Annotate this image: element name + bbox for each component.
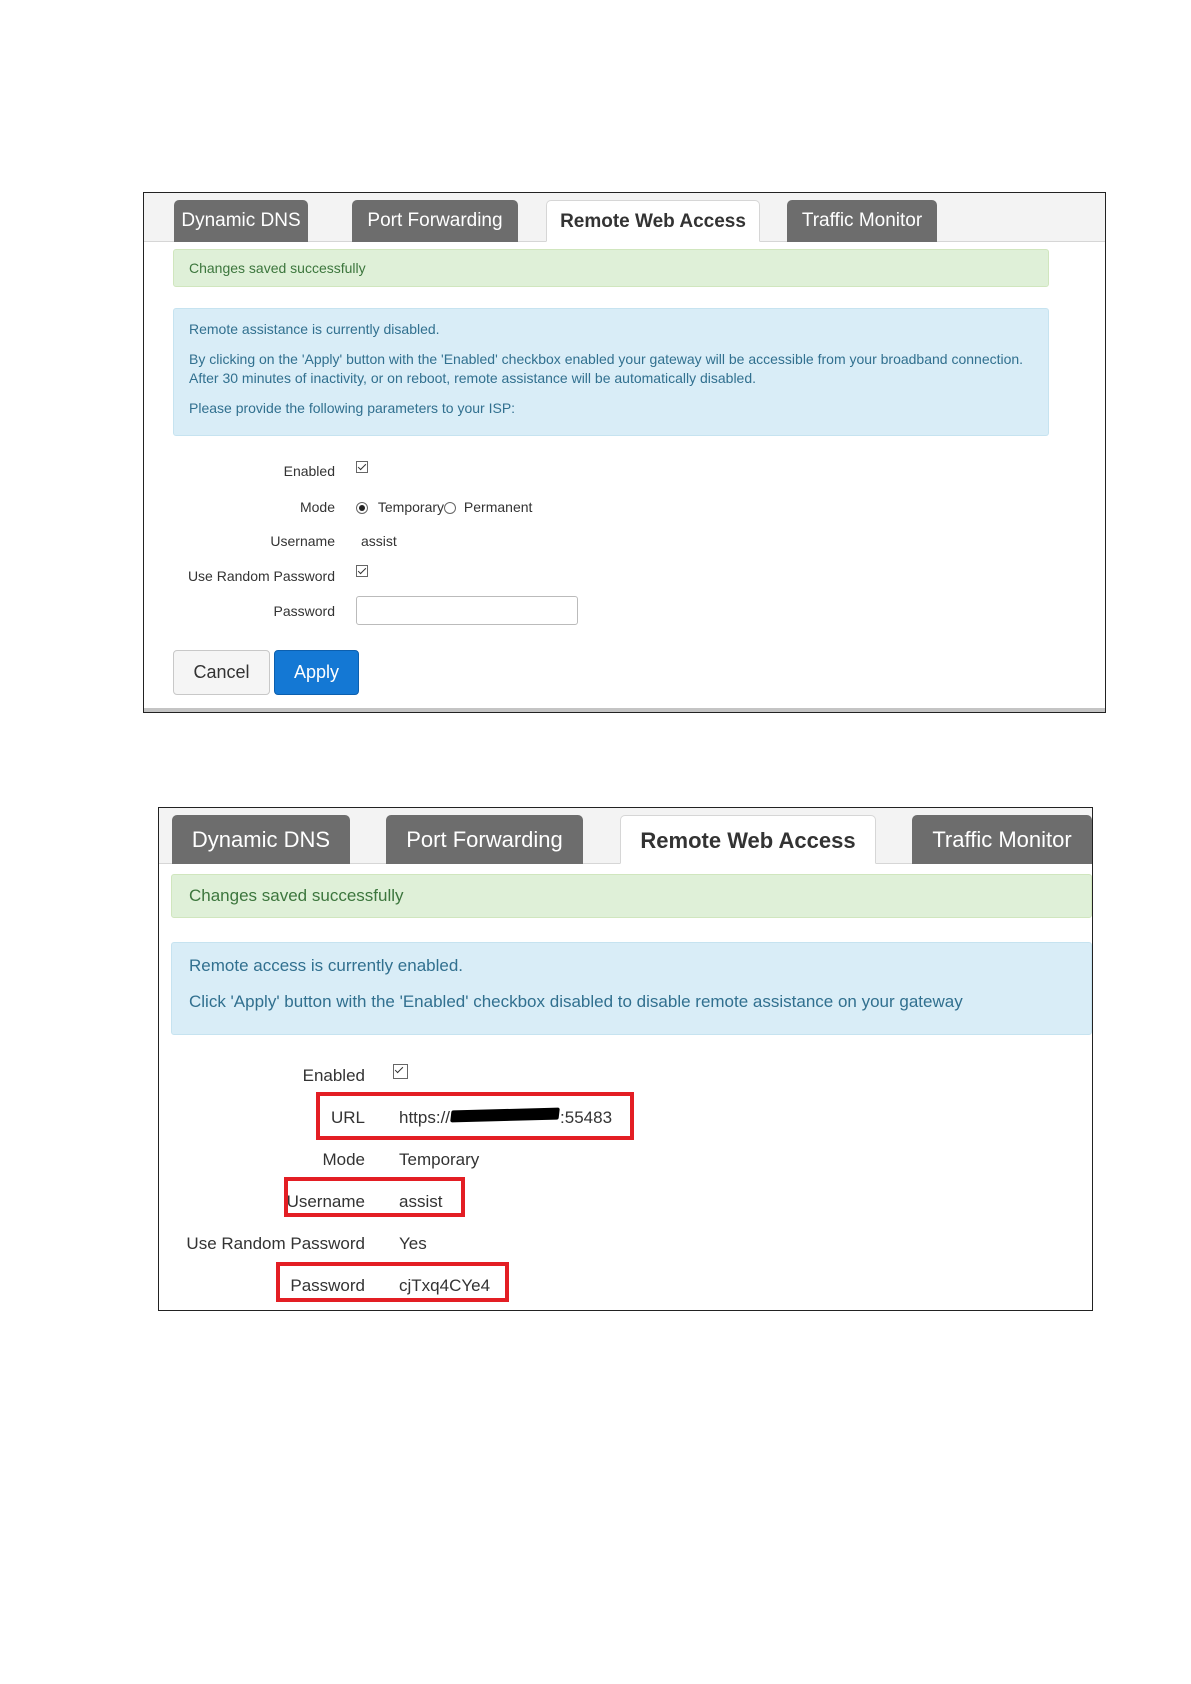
tab-bar xyxy=(159,808,1092,864)
url-port: :55483 xyxy=(560,1108,613,1127)
tab-dynamic-dns[interactable]: Dynamic DNS xyxy=(174,200,308,242)
mode-permanent-label: Permanent xyxy=(463,499,533,515)
password-highlight-box xyxy=(276,1262,509,1302)
tab-bar xyxy=(144,193,1105,242)
success-message: Changes saved successfully xyxy=(189,886,404,905)
mode-temporary-label: Temporary xyxy=(377,499,445,515)
info-isp-text: Please provide the following parameters to your ISP: xyxy=(189,400,516,416)
password-value: cjTxq4CYe4 xyxy=(399,1276,491,1295)
success-message: Changes saved successfully xyxy=(189,260,366,276)
cancel-button[interactable]: Cancel xyxy=(173,650,270,695)
url-label: URL xyxy=(330,1108,365,1127)
info-description-text: Click 'Apply' button with the 'Enabled' checkbox disabled to disable remote assistance on your gateway xyxy=(189,992,963,1011)
random-password-label: Use Random Password xyxy=(187,568,335,584)
enabled-label: Enabled xyxy=(302,1066,365,1085)
success-alert xyxy=(171,874,1092,918)
info-description-text: By clicking on the 'Apply' button with the 'Enabled' checkbox enabled your gateway will be accessible from your broadband connection. After 30 minutes of inactivity, or on reboot, remote assistance will be automatically disabled. xyxy=(189,351,1024,386)
username-highlight-box xyxy=(284,1177,465,1217)
url-prefix: https:// xyxy=(399,1108,451,1127)
tab-remote-web-access[interactable]: Remote Web Access xyxy=(620,815,876,864)
username-label: Username xyxy=(270,533,335,549)
apply-button[interactable]: Apply xyxy=(274,650,359,695)
username-label: Username xyxy=(286,1192,365,1211)
tab-port-forwarding[interactable]: Port Forwarding xyxy=(386,815,583,864)
screenshot-remote-access-disabled xyxy=(143,192,1106,713)
tab-remote-web-access[interactable]: Remote Web Access xyxy=(546,200,760,242)
password-label: Password xyxy=(290,1276,365,1295)
url-highlight-box xyxy=(316,1092,634,1140)
mode-radio-group xyxy=(356,499,532,515)
info-status-text: Remote access is currently enabled. xyxy=(189,956,464,975)
info-alert xyxy=(173,308,1049,436)
enabled-checkbox[interactable] xyxy=(393,1064,408,1079)
tab-traffic-monitor[interactable]: Traffic Monitor xyxy=(787,200,937,242)
password-input[interactable] xyxy=(356,596,578,625)
mode-value: Temporary xyxy=(399,1150,480,1169)
tab-traffic-monitor[interactable]: Traffic Monitor xyxy=(912,815,1092,864)
tab-dynamic-dns[interactable]: Dynamic DNS xyxy=(172,815,350,864)
random-password-checkbox[interactable] xyxy=(356,565,368,577)
mode-label: Mode xyxy=(299,499,335,515)
mode-temporary-radio[interactable] xyxy=(356,502,368,514)
enabled-label: Enabled xyxy=(283,463,335,479)
enabled-checkbox[interactable] xyxy=(356,461,368,473)
screenshot-remote-access-enabled xyxy=(158,807,1093,1311)
username-value: assist xyxy=(399,1192,443,1211)
random-password-label: Use Random Password xyxy=(186,1234,365,1253)
mode-permanent-radio[interactable] xyxy=(444,502,456,514)
random-password-value: Yes xyxy=(399,1234,427,1253)
bottom-scroll-edge xyxy=(144,708,1105,712)
tab-port-forwarding[interactable]: Port Forwarding xyxy=(352,200,518,242)
mode-label: Mode xyxy=(322,1150,365,1169)
success-alert xyxy=(173,249,1049,287)
info-alert xyxy=(171,942,1092,1035)
info-status-text: Remote assistance is currently disabled. xyxy=(189,321,440,337)
username-value: assist xyxy=(361,533,397,549)
password-label: Password xyxy=(273,603,335,619)
